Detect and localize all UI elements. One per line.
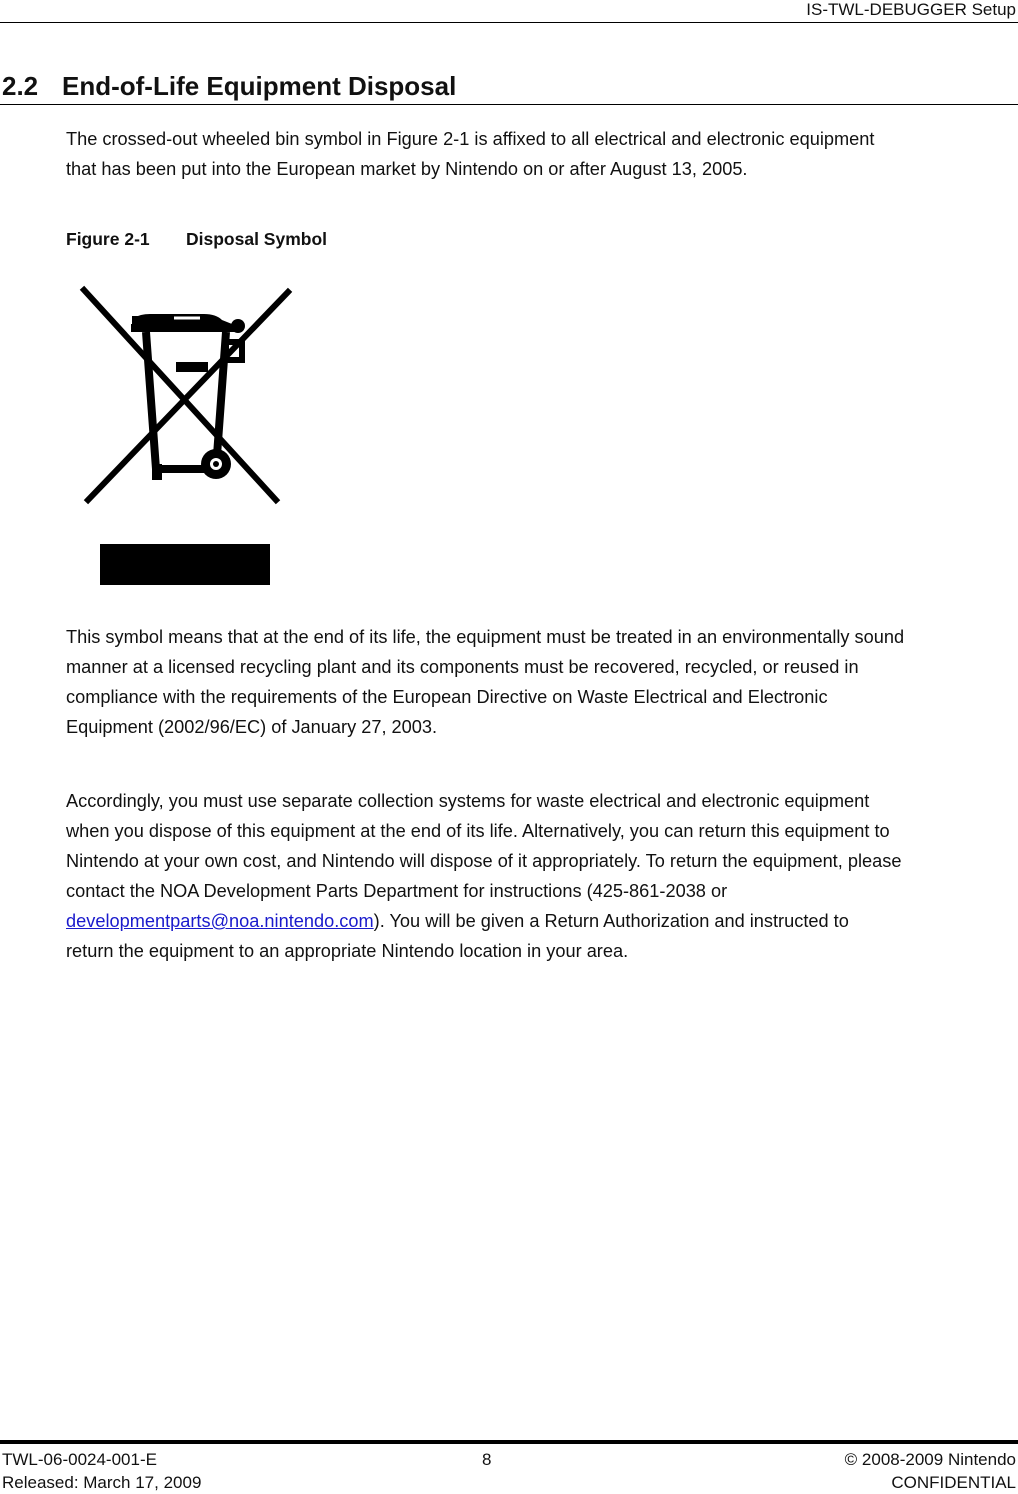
paragraph-line: contact the NOA Development Parts Department for instructions (425-861-2038 or (66, 881, 728, 901)
body-paragraph-1 (66, 622, 1018, 742)
intro-paragraph (66, 124, 1018, 184)
footer-classification: CONFIDENTIAL (891, 1473, 1016, 1492)
body-paragraph-2 (66, 786, 1018, 966)
paragraph-line: The crossed-out wheeled bin symbol in Figure 2-1 is affixed to all electrical and electronic equipment (66, 129, 875, 149)
crossed-out-wheeled-bin-icon (76, 284, 296, 594)
paragraph-line: This symbol means that at the end of its life, the equipment must be treated in an environmentally sound (66, 627, 905, 647)
paragraph-line-email (66, 906, 1018, 936)
footer-doc-id: TWL-06-0024-001-E (2, 1450, 157, 1469)
figure-title: Disposal Symbol (186, 229, 328, 249)
paragraph-line: manner at a licensed recycling plant and its components must be recovered, recycled, or reused in (66, 657, 859, 677)
section-number: 2.2 (2, 71, 39, 101)
section-title: End-of-Life Equipment Disposal (62, 71, 457, 101)
header-divider (0, 22, 1018, 23)
figure-label: Figure 2-1 (66, 229, 150, 249)
paragraph-line: when you dispose of this equipment at the end of its life. Alternatively, you can return this equipment to (66, 821, 890, 841)
paragraph-line: return the equipment to an appropriate Nintendo location in your area. (66, 941, 629, 961)
email-link[interactable]: developmentparts@noa.nintendo.com (66, 911, 374, 931)
paragraph-text: ). You will be given a Return Authorization and instructed to (373, 911, 849, 931)
footer-divider (0, 1440, 1018, 1444)
footer-page-number: 8 (482, 1450, 492, 1469)
figure-caption (66, 228, 327, 250)
document-header-title: IS-TWL-DEBUGGER Setup (806, 0, 1016, 19)
paragraph-line: Nintendo at your own cost, and Nintendo will dispose of it appropriately. To return the equipment, please (66, 851, 902, 871)
section-heading (2, 70, 456, 102)
section-divider (0, 104, 1018, 105)
paragraph-line: Accordingly, you must use separate collection systems for waste electrical and electronic equipment (66, 791, 870, 811)
footer-copyright: © 2008-2009 Nintendo (844, 1450, 1016, 1469)
paragraph-line: Equipment (2002/96/EC) of January 27, 2003. (66, 717, 438, 737)
paragraph-line: compliance with the requirements of the European Directive on Waste Electrical and Electronic (66, 687, 828, 707)
paragraph-line: that has been put into the European market by Nintendo on or after August 13, 2005. (66, 159, 748, 179)
footer-release-date: Released: March 17, 2009 (2, 1473, 202, 1492)
